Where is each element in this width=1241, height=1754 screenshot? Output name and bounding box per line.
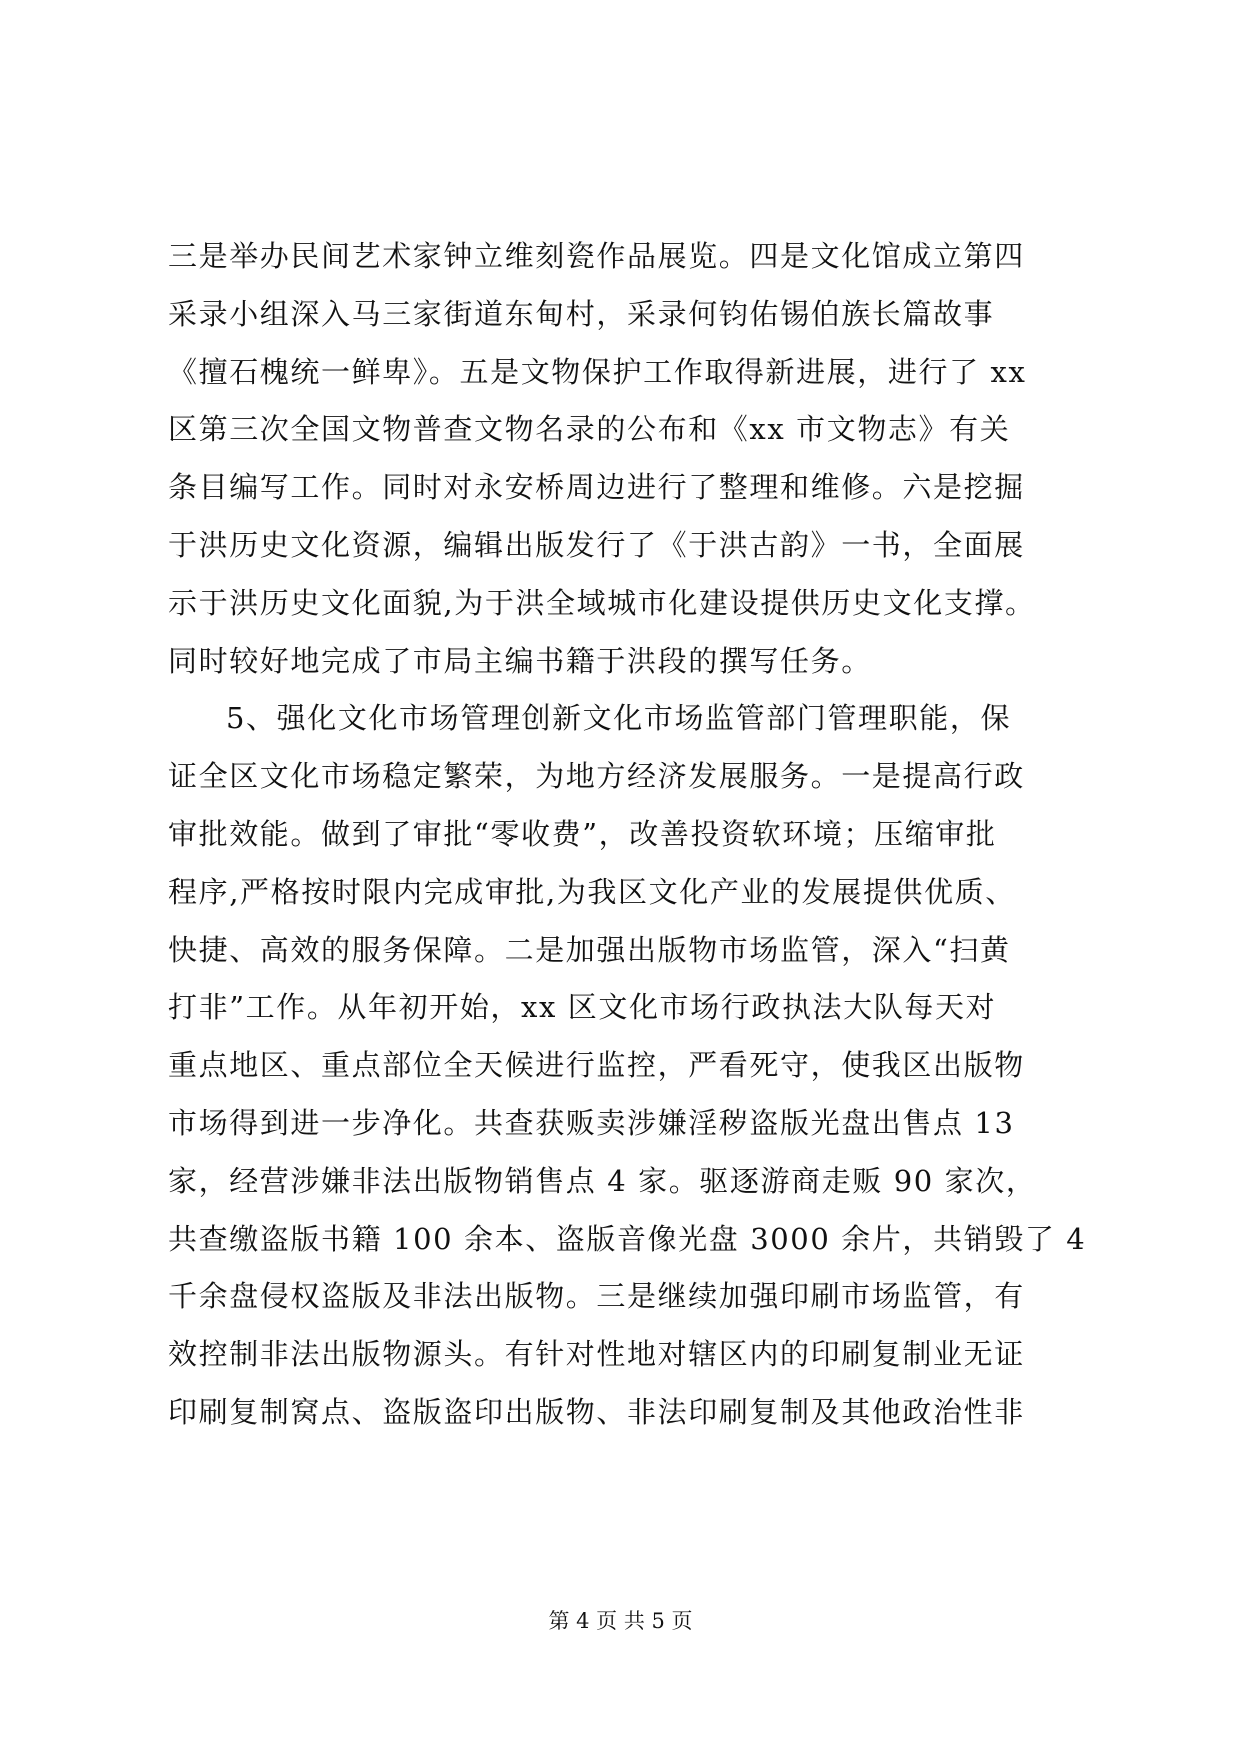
- text-line: 证全区文化市场稳定繁荣，为地方经济发展服务。一是提高行政: [168, 759, 1025, 794]
- text-line: 印刷复制窝点、盗版盗印出版物、非法印刷复制及其他政治性非: [168, 1394, 1025, 1429]
- text-line: 效控制非法出版物源头。有针对性地对辖区内的印刷复制业无证: [168, 1337, 1025, 1372]
- text-line: 重点地区、重点部位全天候进行监控，严看死守，使我区出版物: [168, 1048, 1025, 1083]
- text-line: 于洪历史文化资源，编辑出版发行了《于洪古韵》一书，全面展: [168, 527, 1025, 562]
- text-line: 市场得到进一步净化。共查获贩卖涉嫌淫秽盗版光盘出售点 13: [168, 1105, 1015, 1140]
- text-line: 千余盘侵权盗版及非法出版物。三是继续加强印刷市场监管，有: [168, 1279, 1025, 1314]
- paragraph-start-line: 5、强化文化市场管理创新文化市场监管部门管理职能，保: [226, 701, 1012, 736]
- text-line: 共查缴盗版书籍 100 余本、盗版音像光盘 3000 余片，共销毁了 4: [168, 1221, 1087, 1256]
- body-text: [168, 228, 1087, 1442]
- page-number-footer: 第 4 页 共 5 页: [548, 1609, 693, 1633]
- text-line: 采录小组深入马三家街道东甸村，采录何钧佑锡伯族长篇故事: [168, 296, 995, 331]
- text-line: 审批效能。做到了审批“零收费”，改善投资软环境；压缩审批: [168, 816, 997, 851]
- text-line: 程序,严格按时限内完成审批,为我区文化产业的发展提供优质、: [168, 874, 1016, 909]
- text-line: 家，经营涉嫌非法出版物销售点 4 家。驱逐游商走贩 90 家次，: [168, 1163, 1037, 1198]
- text-line: 三是举办民间艺术家钟立维刻瓷作品展览。四是文化馆成立第四: [168, 239, 1025, 273]
- text-line: 区第三次全国文物普查文物名录的公布和《xx 市文物志》有关: [168, 412, 1011, 447]
- text-line: 《擅石槐统一鲜卑》。五是文物保护工作取得新进展，进行了 xx: [168, 354, 1027, 389]
- text-line: 同时较好地完成了市局主编书籍于洪段的撰写任务。: [168, 643, 872, 678]
- text-line: 条目编写工作。同时对永安桥周边进行了整理和维修。六是挖掘: [168, 470, 1025, 505]
- text-line: 快捷、高效的服务保障。二是加强出版物市场监管，深入“扫黄: [168, 932, 1011, 967]
- text-line: 打非”工作。从年初开始，xx 区文化市场行政执法大队每天对: [168, 990, 997, 1025]
- text-line: 示于洪历史文化面貌,为于洪全域城市化建设提供历史文化支撑。: [168, 585, 1036, 620]
